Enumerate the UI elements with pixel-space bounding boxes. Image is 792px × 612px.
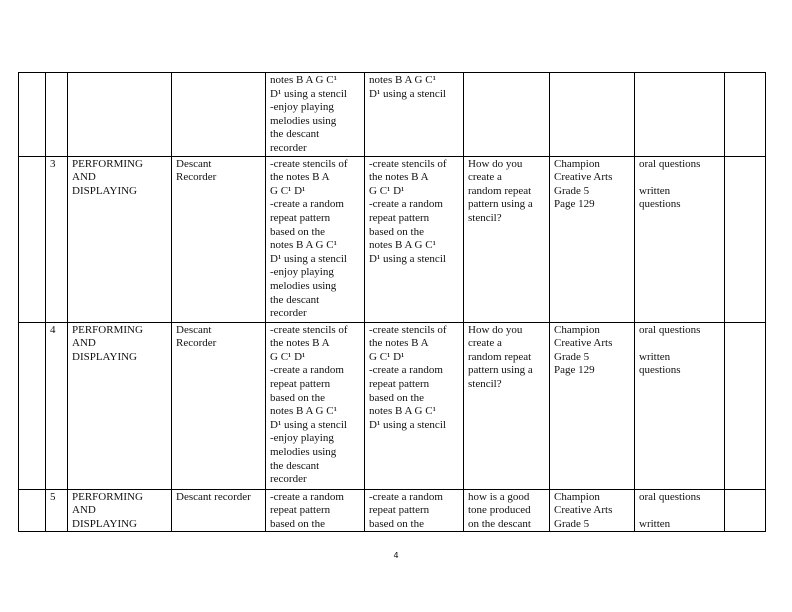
cell-line: G C¹ D¹ [369, 350, 405, 363]
cell-line: -create a random [369, 490, 443, 503]
cell-line: PERFORMING [72, 157, 143, 170]
cell-key-inquiry-question [464, 322, 550, 489]
cell-line: recorder [270, 473, 307, 486]
cell-assessment [635, 489, 725, 532]
cell-line: notes B A G C¹ [369, 74, 436, 86]
cell-line: -create a random [270, 364, 344, 377]
cell-line: based on the [369, 225, 424, 238]
cell-line: based on the [270, 517, 325, 530]
cell-lesson [46, 156, 68, 322]
cell-line: Page 129 [554, 364, 595, 377]
cell-line: notes B A G C¹ [369, 239, 436, 252]
cell-line: Grade 5 [554, 184, 590, 197]
cell-line: 5 [50, 490, 56, 503]
cell-line: the notes B A [270, 337, 330, 350]
cell-line: How do you [468, 323, 523, 336]
cell-reflection [725, 489, 766, 532]
cell-line: -create a random [369, 198, 443, 211]
cell-learning-outcomes [266, 489, 365, 532]
cell-line: notes B A G C¹ [270, 239, 337, 252]
cell-line: create a [468, 171, 502, 184]
cell-line: stencil? [468, 377, 502, 390]
cell-line: pattern using a [468, 364, 533, 377]
cell-line: Page 129 [554, 198, 595, 211]
cell-line: -create stencils of [270, 323, 348, 336]
cell-line: -enjoy playing [270, 101, 334, 114]
cell-reflection [725, 156, 766, 322]
cell-line: Descant [176, 323, 212, 336]
table-row [19, 156, 766, 322]
cell-learning-resources [550, 489, 635, 532]
cell-line: Champion [554, 490, 600, 503]
cell-week [19, 322, 46, 489]
cell-line: based on the [270, 391, 325, 404]
cell-line: repeat pattern [369, 211, 430, 224]
cell-line: the notes B A [369, 337, 429, 350]
cell-line: Grade 5 [554, 517, 590, 530]
cell-line: notes B A G C¹ [369, 405, 436, 418]
cell-line: oral questions [639, 323, 701, 336]
cell-key-inquiry-question [464, 156, 550, 322]
cell-sub-strand [172, 489, 266, 532]
cell-reflection [725, 322, 766, 489]
cell-learning-outcomes [266, 156, 365, 322]
cell-week [19, 489, 46, 532]
cell-assessment [635, 73, 725, 157]
cell-line: -create a random [270, 198, 344, 211]
cell-sub-strand [172, 322, 266, 489]
cell-line: how is a good [468, 490, 530, 503]
cell-line: D¹ using a stencil [369, 87, 446, 100]
cell-line: AND [72, 337, 96, 350]
cell-line: based on the [369, 391, 424, 404]
cell-line: written [639, 350, 671, 363]
cell-line: Recorder [176, 337, 217, 350]
cell-learning-outcomes [266, 73, 365, 157]
cell-strand [68, 73, 172, 157]
cell-line: recorder [270, 141, 307, 154]
cell-learning-outcomes [266, 322, 365, 489]
cell-learning-experiences [365, 73, 464, 157]
cell-line: written [639, 517, 671, 530]
cell-line: melodies using [270, 114, 337, 127]
cell-line: the descant [270, 128, 320, 141]
cell-assessment [635, 322, 725, 489]
cell-line: G C¹ D¹ [270, 350, 306, 363]
cell-line: questions [639, 198, 681, 211]
cell-line: the notes B A [369, 171, 429, 184]
cell-line: stencil? [468, 211, 502, 224]
cell-line [639, 504, 721, 518]
cell-line: repeat pattern [369, 504, 430, 517]
cell-week [19, 156, 46, 322]
cell-line: -enjoy playing [270, 432, 334, 445]
cell-line: Champion [554, 157, 600, 170]
table-row [19, 73, 766, 157]
cell-line: Champion [554, 323, 600, 336]
cell-line: the descant [270, 293, 320, 306]
cell-line: D¹ using a stencil [369, 418, 446, 431]
cell-line: PERFORMING [72, 323, 143, 336]
cell-sub-strand [172, 156, 266, 322]
cell-line: D¹ using a stencil [270, 87, 347, 100]
cell-line: PERFORMING [72, 490, 143, 503]
cell-line: -create a random [369, 364, 443, 377]
cell-sub-strand [172, 73, 266, 157]
cell-line: G C¹ D¹ [270, 184, 306, 197]
cell-learning-resources [550, 156, 635, 322]
cell-line: Descant [176, 157, 212, 170]
cell-line: repeat pattern [270, 377, 331, 390]
cell-line: -create stencils of [270, 157, 348, 170]
cell-learning-experiences [365, 322, 464, 489]
cell-line: Creative Arts [554, 504, 613, 517]
cell-line: notes B A G C¹ [270, 405, 337, 418]
cell-line: the notes B A [270, 171, 330, 184]
cell-week [19, 73, 46, 157]
cell-strand [68, 489, 172, 532]
cell-line: DISPLAYING [72, 350, 137, 363]
cell-learning-experiences [365, 489, 464, 532]
cell-learning-resources [550, 322, 635, 489]
cell-line: D¹ using a stencil [270, 418, 347, 431]
cell-line: -create stencils of [369, 157, 447, 170]
cell-line: oral questions [639, 157, 701, 170]
cell-line: melodies using [270, 279, 337, 292]
cell-lesson [46, 489, 68, 532]
table-row [19, 322, 766, 489]
cell-line: melodies using [270, 445, 337, 458]
cell-line: random repeat [468, 350, 532, 363]
cell-line: repeat pattern [369, 377, 430, 390]
cell-line: DISPLAYING [72, 517, 137, 530]
cell-key-inquiry-question [464, 489, 550, 532]
cell-line: repeat pattern [270, 504, 331, 517]
cell-line: Creative Arts [554, 171, 613, 184]
cell-strand [68, 322, 172, 489]
cell-line: on the descant [468, 517, 531, 530]
cell-line [639, 171, 721, 185]
cell-line: recorder [270, 307, 307, 320]
page-number: 4 [393, 551, 399, 560]
cell-lesson [46, 322, 68, 489]
cell-line: -enjoy playing [270, 266, 334, 279]
cell-line: 4 [50, 323, 56, 336]
cell-line: tone produced [468, 504, 531, 517]
cell-line: the descant [270, 459, 320, 472]
cell-line: repeat pattern [270, 211, 331, 224]
cell-key-inquiry-question [464, 73, 550, 157]
cell-line: G C¹ D¹ [369, 184, 405, 197]
cell-line: -create a random [270, 490, 344, 503]
cell-line: based on the [270, 225, 325, 238]
cell-line: oral questions [639, 490, 701, 503]
cell-line: D¹ using a stencil [270, 252, 347, 265]
cell-line: written [639, 184, 671, 197]
cell-line: notes B A G C¹ [270, 74, 337, 86]
cell-line: create a [468, 337, 502, 350]
cell-assessment [635, 156, 725, 322]
cell-strand [68, 156, 172, 322]
scheme-of-work-table [18, 72, 766, 532]
cell-line: 3 [50, 157, 56, 170]
cell-lesson [46, 73, 68, 157]
cell-line: AND [72, 504, 96, 517]
table-row [19, 489, 766, 532]
cell-line: pattern using a [468, 198, 533, 211]
cell-reflection [725, 73, 766, 157]
cell-line: -create stencils of [369, 323, 447, 336]
cell-line [639, 337, 721, 351]
cell-line: based on the [369, 517, 424, 530]
cell-line: D¹ using a stencil [369, 252, 446, 265]
cell-line: questions [639, 364, 681, 377]
cell-learning-experiences [365, 156, 464, 322]
cell-line: AND [72, 171, 96, 184]
cell-learning-resources [550, 73, 635, 157]
cell-line: Descant recorder [176, 490, 251, 503]
cell-line: Grade 5 [554, 350, 590, 363]
cell-line: DISPLAYING [72, 184, 137, 197]
cell-line: Recorder [176, 171, 217, 184]
cell-line: Creative Arts [554, 337, 613, 350]
cell-line: random repeat [468, 184, 532, 197]
cell-line: How do you [468, 157, 523, 170]
